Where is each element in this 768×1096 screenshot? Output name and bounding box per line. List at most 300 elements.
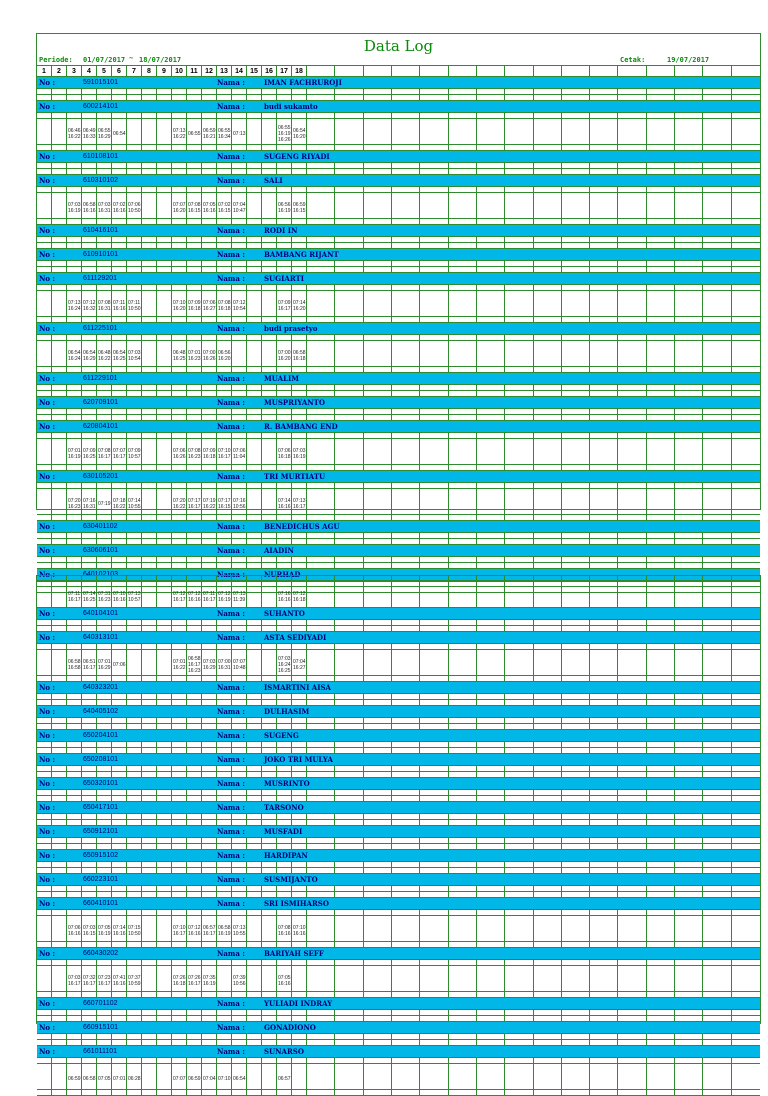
grid-cell — [97, 576, 112, 581]
employee-name-label: Nama : — [217, 851, 245, 860]
grid-cell — [67, 676, 82, 681]
grid-cell — [647, 620, 675, 625]
grid-cell — [67, 700, 82, 705]
grid-cell — [97, 433, 112, 438]
grid-cell — [142, 285, 157, 290]
grid-cell — [97, 317, 112, 322]
employee-no: 650915102 — [83, 852, 119, 859]
grid-cell — [157, 341, 172, 366]
grid-cell — [562, 385, 590, 390]
time-cell: 07:08 16:31 — [97, 291, 112, 316]
grid-cell — [262, 1016, 277, 1021]
grid-cell — [307, 772, 335, 777]
grid-cell — [364, 1040, 392, 1045]
grid-cell — [232, 1034, 247, 1039]
grid-cell — [262, 285, 277, 290]
grid-cell — [112, 844, 127, 849]
grid-cell — [477, 796, 505, 801]
grid-cell — [292, 415, 307, 420]
grid-cell — [82, 145, 97, 150]
grid-cell — [477, 644, 505, 649]
grid-cell — [187, 415, 202, 420]
grid-cell — [127, 113, 142, 118]
grid-cell — [703, 676, 731, 681]
grid-cell — [590, 916, 618, 941]
grid-cell — [262, 626, 277, 631]
grid-cell — [392, 742, 420, 747]
grid-cell — [703, 145, 731, 150]
grid-cell — [562, 724, 590, 729]
grid-cell — [217, 626, 232, 631]
grid-cell — [732, 814, 760, 819]
grid-cell — [618, 145, 646, 150]
grid-cell — [247, 676, 262, 681]
day-header: 10 — [172, 66, 187, 77]
grid-cell — [449, 261, 477, 266]
grid-cell — [97, 1040, 112, 1045]
grid-cell — [97, 539, 112, 544]
grid-cell — [217, 892, 232, 897]
grid-cell — [112, 718, 127, 723]
employee-no: 610416101 — [83, 227, 119, 234]
grid-cell — [590, 742, 618, 747]
employee-row — [37, 706, 760, 718]
grid-cell — [277, 243, 292, 248]
grid-cell — [37, 620, 52, 625]
grid-cell — [157, 119, 172, 144]
grid-cell — [217, 676, 232, 681]
grid-cell — [505, 742, 533, 747]
period-to: 18/07/2017 — [139, 56, 182, 64]
time-cell: 07:02 16:15 — [217, 193, 232, 218]
grid-cell — [618, 724, 646, 729]
employee-no-label: No : — [39, 250, 56, 259]
time-cell: 07:01 16:19 — [67, 439, 82, 464]
grid-cell — [97, 620, 112, 625]
grid-cell — [202, 113, 217, 118]
grid-cell — [202, 95, 217, 100]
grid-cell — [307, 1010, 335, 1015]
grid-cell — [449, 385, 477, 390]
employee-no-label: No : — [39, 324, 56, 333]
grid-cell — [505, 341, 533, 366]
grid-cell — [477, 433, 505, 438]
grid-cell — [157, 391, 172, 396]
grid-cell — [82, 718, 97, 723]
grid-cell — [364, 694, 392, 699]
grid-cell — [675, 1010, 703, 1015]
grid-cell — [420, 187, 448, 192]
grid-cell — [292, 335, 307, 340]
grid-cell — [142, 820, 157, 825]
grid-cell — [562, 838, 590, 843]
grid-cell — [618, 892, 646, 897]
day-header: 5 — [97, 66, 112, 77]
grid-cell — [392, 1016, 420, 1021]
time-cell: 07:11 16:16 — [112, 291, 127, 316]
grid-cell — [590, 892, 618, 897]
grid-cell — [247, 261, 262, 266]
grid-cell — [647, 1090, 675, 1095]
times-row — [37, 341, 760, 367]
grid-cell — [112, 814, 127, 819]
grid-cell — [534, 433, 562, 438]
grid-cell — [157, 367, 172, 372]
time-cell: 07:17 16:17 — [187, 489, 202, 514]
grid-cell — [618, 644, 646, 649]
grid-cell — [142, 790, 157, 795]
grid-cell — [82, 409, 97, 414]
grid-cell — [127, 391, 142, 396]
grid-cell — [505, 219, 533, 224]
employee-row — [37, 421, 760, 433]
grid-cell — [618, 748, 646, 753]
time-cell: 07:12 16:18 — [292, 582, 307, 607]
employee-name-label: Nama : — [217, 949, 245, 958]
grid-cell — [534, 515, 562, 520]
grid-cell — [449, 868, 477, 873]
grid-cell — [217, 285, 232, 290]
grid-cell — [292, 942, 307, 947]
grid-cell — [449, 620, 477, 625]
employee-name: SUGIARTI — [264, 274, 305, 283]
time-cell: 06:28 — [127, 1064, 142, 1089]
grid-cell — [647, 814, 675, 819]
grid-cell — [647, 820, 675, 825]
grid-cell — [52, 796, 67, 801]
employee-name: SUHANTO — [264, 609, 305, 618]
grid-cell — [534, 291, 562, 316]
grid-cell — [675, 533, 703, 538]
grid-cell — [37, 489, 52, 514]
grid-cell — [52, 766, 67, 771]
grid-cell — [534, 119, 562, 144]
grid-cell — [112, 237, 127, 242]
employee-row — [37, 101, 760, 113]
grid-cell — [307, 267, 335, 272]
grid-cell — [449, 694, 477, 699]
grid-cell — [477, 910, 505, 915]
grid-cell — [392, 243, 420, 248]
employee-name-label: Nama : — [217, 226, 245, 235]
grid-cell — [172, 694, 187, 699]
grid-cell — [142, 489, 157, 514]
grid-cell — [172, 796, 187, 801]
times-row — [37, 489, 760, 515]
time-cell: 07:06 16:26 — [172, 439, 187, 464]
grid-cell — [232, 676, 247, 681]
grid-cell — [157, 676, 172, 681]
grid-cell — [292, 1058, 307, 1063]
grid-cell — [420, 644, 448, 649]
grid-cell — [37, 694, 52, 699]
employee-row — [37, 225, 760, 237]
grid-cell — [732, 489, 760, 514]
grid-cell — [202, 261, 217, 266]
grid-cell — [142, 267, 157, 272]
grid-cell — [172, 820, 187, 825]
grid-cell — [277, 219, 292, 224]
grid-cell — [562, 748, 590, 753]
grid-cell — [277, 620, 292, 625]
grid-cell — [142, 916, 157, 941]
grid-cell — [703, 718, 731, 723]
grid-cell — [392, 557, 420, 562]
grid-cell — [247, 193, 262, 218]
grid-cell — [292, 718, 307, 723]
grid-cell — [37, 557, 52, 562]
employee-row — [37, 471, 760, 483]
grid-cell — [247, 844, 262, 849]
time-cell: 07:02 16:16 — [112, 193, 127, 218]
grid-cell — [534, 886, 562, 891]
grid-cell — [202, 89, 217, 94]
grid-cell — [505, 169, 533, 174]
times-row — [37, 439, 760, 465]
grid-cell — [307, 439, 335, 464]
grid-cell — [703, 219, 731, 224]
grid-cell — [477, 145, 505, 150]
grid-cell — [277, 766, 292, 771]
grid-cell — [392, 766, 420, 771]
grid-cell — [67, 317, 82, 322]
grid-cell — [232, 1058, 247, 1063]
grid-cell — [449, 267, 477, 272]
grid-cell — [292, 844, 307, 849]
grid-cell — [247, 433, 262, 438]
grid-cell — [675, 219, 703, 224]
employee-no: 660701102 — [83, 1000, 118, 1007]
grid-cell — [82, 992, 97, 997]
grid-cell — [142, 557, 157, 562]
grid-cell — [449, 145, 477, 150]
grid-cell — [364, 796, 392, 801]
grid-cell — [157, 515, 172, 520]
grid-cell — [647, 557, 675, 562]
grid-cell — [202, 748, 217, 753]
grid-cell — [217, 1090, 232, 1095]
grid-cell — [262, 718, 277, 723]
grid-cell — [505, 1058, 533, 1063]
grid-cell — [127, 533, 142, 538]
grid-cell — [37, 89, 52, 94]
grid-cell — [112, 317, 127, 322]
grid-cell — [247, 718, 262, 723]
grid-cell — [157, 335, 172, 340]
grid-cell — [277, 1016, 292, 1021]
grid-cell — [647, 219, 675, 224]
grid-cell — [420, 489, 448, 514]
grid-cell — [187, 557, 202, 562]
grid-cell — [157, 892, 172, 897]
grid-cell — [157, 916, 172, 941]
grid-cell — [647, 433, 675, 438]
grid-cell — [477, 576, 505, 581]
grid-cell — [364, 892, 392, 897]
grid-cell — [172, 95, 187, 100]
grid-cell — [364, 367, 392, 372]
employee-name: budi sukamto — [264, 102, 318, 111]
grid-cell — [505, 285, 533, 290]
grid-cell — [562, 582, 590, 607]
grid-cell — [247, 820, 262, 825]
grid-cell — [142, 844, 157, 849]
grid-cell — [590, 66, 618, 77]
grid-cell — [732, 187, 760, 192]
grid-cell — [262, 892, 277, 897]
grid-cell — [477, 916, 505, 941]
grid-cell — [67, 113, 82, 118]
grid-cell — [590, 644, 618, 649]
grid-cell — [112, 1090, 127, 1095]
grid-cell — [277, 557, 292, 562]
grid-cell — [420, 439, 448, 464]
grid-cell — [392, 700, 420, 705]
grid-cell — [217, 844, 232, 849]
grid-cell — [172, 892, 187, 897]
grid-cell — [292, 515, 307, 520]
grid-cell — [647, 862, 675, 867]
grid-cell — [505, 433, 533, 438]
grid-cell — [67, 718, 82, 723]
grid-cell — [562, 650, 590, 675]
grid-cell — [157, 563, 172, 568]
grid-cell — [449, 391, 477, 396]
grid-cell — [157, 820, 172, 825]
grid-cell — [675, 748, 703, 753]
grid-cell — [732, 718, 760, 723]
time-cell: 07:03 16:24 16:25 — [277, 650, 292, 675]
grid-cell — [647, 291, 675, 316]
grid-cell — [505, 465, 533, 470]
grid-cell — [262, 1090, 277, 1095]
grid-cell — [647, 966, 675, 991]
grid-cell — [127, 790, 142, 795]
grid-cell — [562, 335, 590, 340]
grid-cell — [82, 1040, 97, 1045]
employee-name-label: Nama : — [217, 803, 245, 812]
employee-name: BARIYAH SEFF — [264, 949, 324, 958]
grid-cell — [247, 960, 262, 965]
grid-cell — [202, 718, 217, 723]
employee-row — [37, 802, 760, 814]
grid-cell — [392, 862, 420, 867]
grid-cell — [172, 748, 187, 753]
grid-cell — [675, 285, 703, 290]
grid-cell — [562, 742, 590, 747]
grid-cell — [505, 966, 533, 991]
grid-cell — [477, 515, 505, 520]
grid-cell — [142, 748, 157, 753]
grid-cell — [618, 219, 646, 224]
grid-cell — [82, 243, 97, 248]
grid-cell — [703, 814, 731, 819]
grid-cell — [675, 650, 703, 675]
employee-name-label: Nama : — [217, 398, 245, 407]
grid-cell — [449, 533, 477, 538]
employee-name: SUNARSO — [264, 1047, 304, 1056]
grid-cell — [562, 465, 590, 470]
grid-cell — [202, 1034, 217, 1039]
grid-cell — [112, 169, 127, 174]
grid-cell — [247, 113, 262, 118]
time-cell: 07:13 16:22 — [172, 119, 187, 144]
grid-cell — [477, 1040, 505, 1045]
employee-row — [37, 898, 760, 910]
grid-cell — [392, 790, 420, 795]
grid-cell — [449, 1064, 477, 1089]
grid-cell — [703, 187, 731, 192]
grid-cell — [335, 772, 363, 777]
employee-no-label: No : — [39, 633, 56, 642]
grid-cell — [364, 582, 392, 607]
grid-cell — [534, 465, 562, 470]
grid-cell — [477, 66, 505, 77]
employee-no: 660915101 — [83, 1024, 119, 1031]
grid-cell — [187, 1016, 202, 1021]
grid-cell — [37, 113, 52, 118]
grid-cell — [505, 886, 533, 891]
grid-cell — [217, 966, 232, 991]
grid-cell — [364, 718, 392, 723]
grid-cell — [420, 95, 448, 100]
grid-cell — [477, 1010, 505, 1015]
grid-cell — [618, 261, 646, 266]
grid-cell — [675, 892, 703, 897]
grid-cell — [505, 582, 533, 607]
grid-cell — [307, 700, 335, 705]
grid-cell — [97, 942, 112, 947]
grid-cell — [142, 145, 157, 150]
grid-cell — [392, 1040, 420, 1045]
grid-cell — [675, 910, 703, 915]
grid-cell — [232, 796, 247, 801]
grid-cell — [187, 465, 202, 470]
grid-cell — [618, 772, 646, 777]
grid-cell — [590, 1058, 618, 1063]
grid-cell — [618, 317, 646, 322]
grid-cell — [505, 620, 533, 625]
grid-cell — [187, 844, 202, 849]
grid-cell — [647, 576, 675, 581]
grid-cell — [449, 291, 477, 316]
grid-cell — [675, 367, 703, 372]
grid-cell — [142, 838, 157, 843]
grid-cell — [392, 66, 420, 77]
grid-cell — [52, 385, 67, 390]
grid-cell — [232, 844, 247, 849]
grid-cell — [277, 285, 292, 290]
grid-cell — [157, 838, 172, 843]
grid-cell — [477, 1090, 505, 1095]
grid-cell — [675, 317, 703, 322]
grid-cell — [618, 285, 646, 290]
grid-cell — [477, 772, 505, 777]
grid-cell — [562, 367, 590, 372]
employee-no: 650912101 — [83, 828, 119, 835]
grid-cell — [142, 700, 157, 705]
grid-cell — [420, 169, 448, 174]
grid-cell — [232, 820, 247, 825]
grid-cell — [392, 261, 420, 266]
grid-cell — [187, 219, 202, 224]
grid-cell — [232, 237, 247, 242]
grid-cell — [202, 415, 217, 420]
grid-cell — [277, 113, 292, 118]
grid-cell — [335, 237, 363, 242]
grid-cell — [217, 385, 232, 390]
grid-cell — [703, 742, 731, 747]
